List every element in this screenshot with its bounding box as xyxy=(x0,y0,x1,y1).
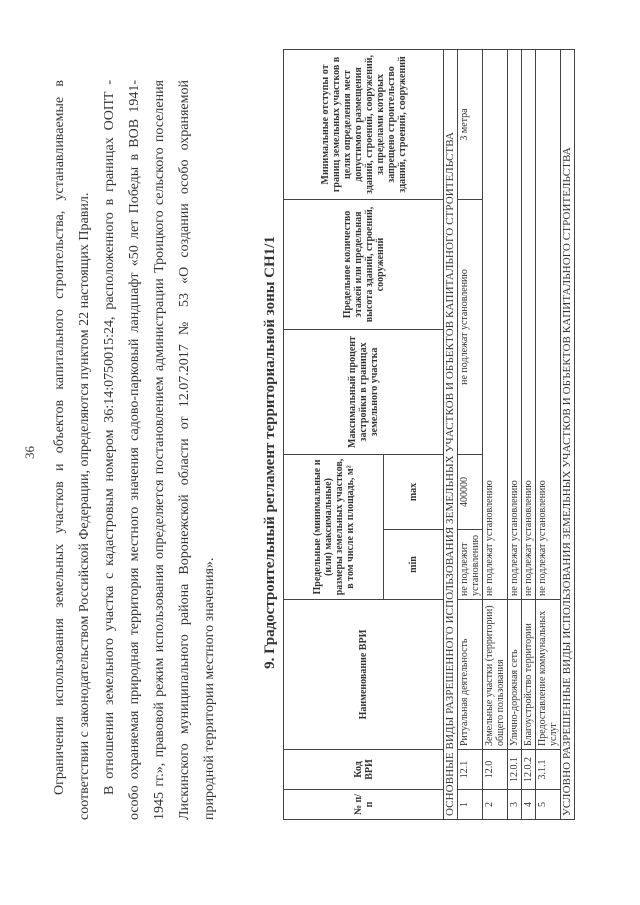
header-max-floors: Предельное количество этажей или предельная высота зданий, строений, сооружений xyxy=(284,199,444,329)
section-row-main: ОСНОВНЫЕ ВИДЫ РАЗРЕШЕННОГО ИСПОЛЬЗОВАНИЯ ЗЕМЕЛЬНЫХ УЧАСТКОВ И ОБЪЕКТОВ КАПИТАЛЬНОГО СТРОИТЕЛЬСТВА xyxy=(444,49,458,819)
paragraph-2-line-5: природной территории местного значения». xyxy=(202,557,217,820)
paragraph-1-line-2: соответствии с законодательством Российской Федерации, определяются пунктом 22 настоящих Правил. xyxy=(77,192,92,820)
header-plot-size: Предельные (минимальные и (или) максимальные) размеры земельных участков, в том числе их площадь, м² xyxy=(284,454,384,599)
header-min-setbacks: Минимальные отступы от границ земельных участков в целях определения мест допустимого размещения зданий, строений, сооружений, за пределами которых запрещено строительство зданий, строений, сооружений xyxy=(284,49,444,199)
page-number: 36 xyxy=(22,446,37,459)
regulation-table xyxy=(283,49,575,820)
table-row: 1 12.1 Ритуальная деятельность не подлежит установлению 400000 не подлежат установлению 3 метра xyxy=(458,49,483,819)
paragraph-2-line-2: особо охраняемая природная территория местного значения садово-парковый ландшафт «50 лет Победы в ВОВ 1941- xyxy=(127,80,142,820)
header-max: max xyxy=(384,454,444,529)
header-max-build-percent: Максимальный процент застройки в границах земельного участка xyxy=(284,329,444,454)
paragraph-2-line-4: Лискинского муниципального района Воронежской области от 12.07.2017 № 53 «О создании особо охраняемой xyxy=(177,80,192,820)
header-vri-name: Наименование ВРИ xyxy=(284,600,444,750)
header-min: min xyxy=(384,530,444,600)
header-number: № п/п xyxy=(284,790,444,820)
section-row-conditional: УСЛОВНО РАЗРЕШЕННЫЕ ВИДЫ ИСПОЛЬЗОВАНИЯ ЗЕМЕЛЬНЫХ УЧАСТКОВ И ОБЪЕКТОВ КАПИТАЛЬНОГО СТРОИТЕЛЬСТВА xyxy=(561,49,575,819)
table-row: 2 12.0 Земельные участки (территории) общего пользования не подлежат установлению xyxy=(483,49,508,819)
table-row: 3 12.0.1 Улично-дорожная сеть не подлежат установлению xyxy=(508,49,522,819)
paragraph-2-line-1: В отношении земельного участка с кадастровым номером 36:14:0750015:24, расположенного в границах ООПТ - xyxy=(102,80,117,795)
header-vri-code: Код ВРИ xyxy=(284,750,444,790)
paragraph-1-line-1: Ограничения использования земельных участков и объектов капитального строительства, устанавливаемые в xyxy=(52,80,67,795)
table-row: 4 12.0.2 Благоустройство территории не подлежат установлению xyxy=(522,49,536,819)
section-heading: 9. Градостроительный регламент территориальной зоны СН1/1 xyxy=(262,236,278,669)
paragraph-2-line-3: 1945 гг.», правовой режим использования определяется постановлением администрации Троицкого сельского поселения xyxy=(152,80,167,820)
table-row: 5 3.1.1 Предоставление коммунальных услуг не подлежат установлению xyxy=(536,49,561,819)
